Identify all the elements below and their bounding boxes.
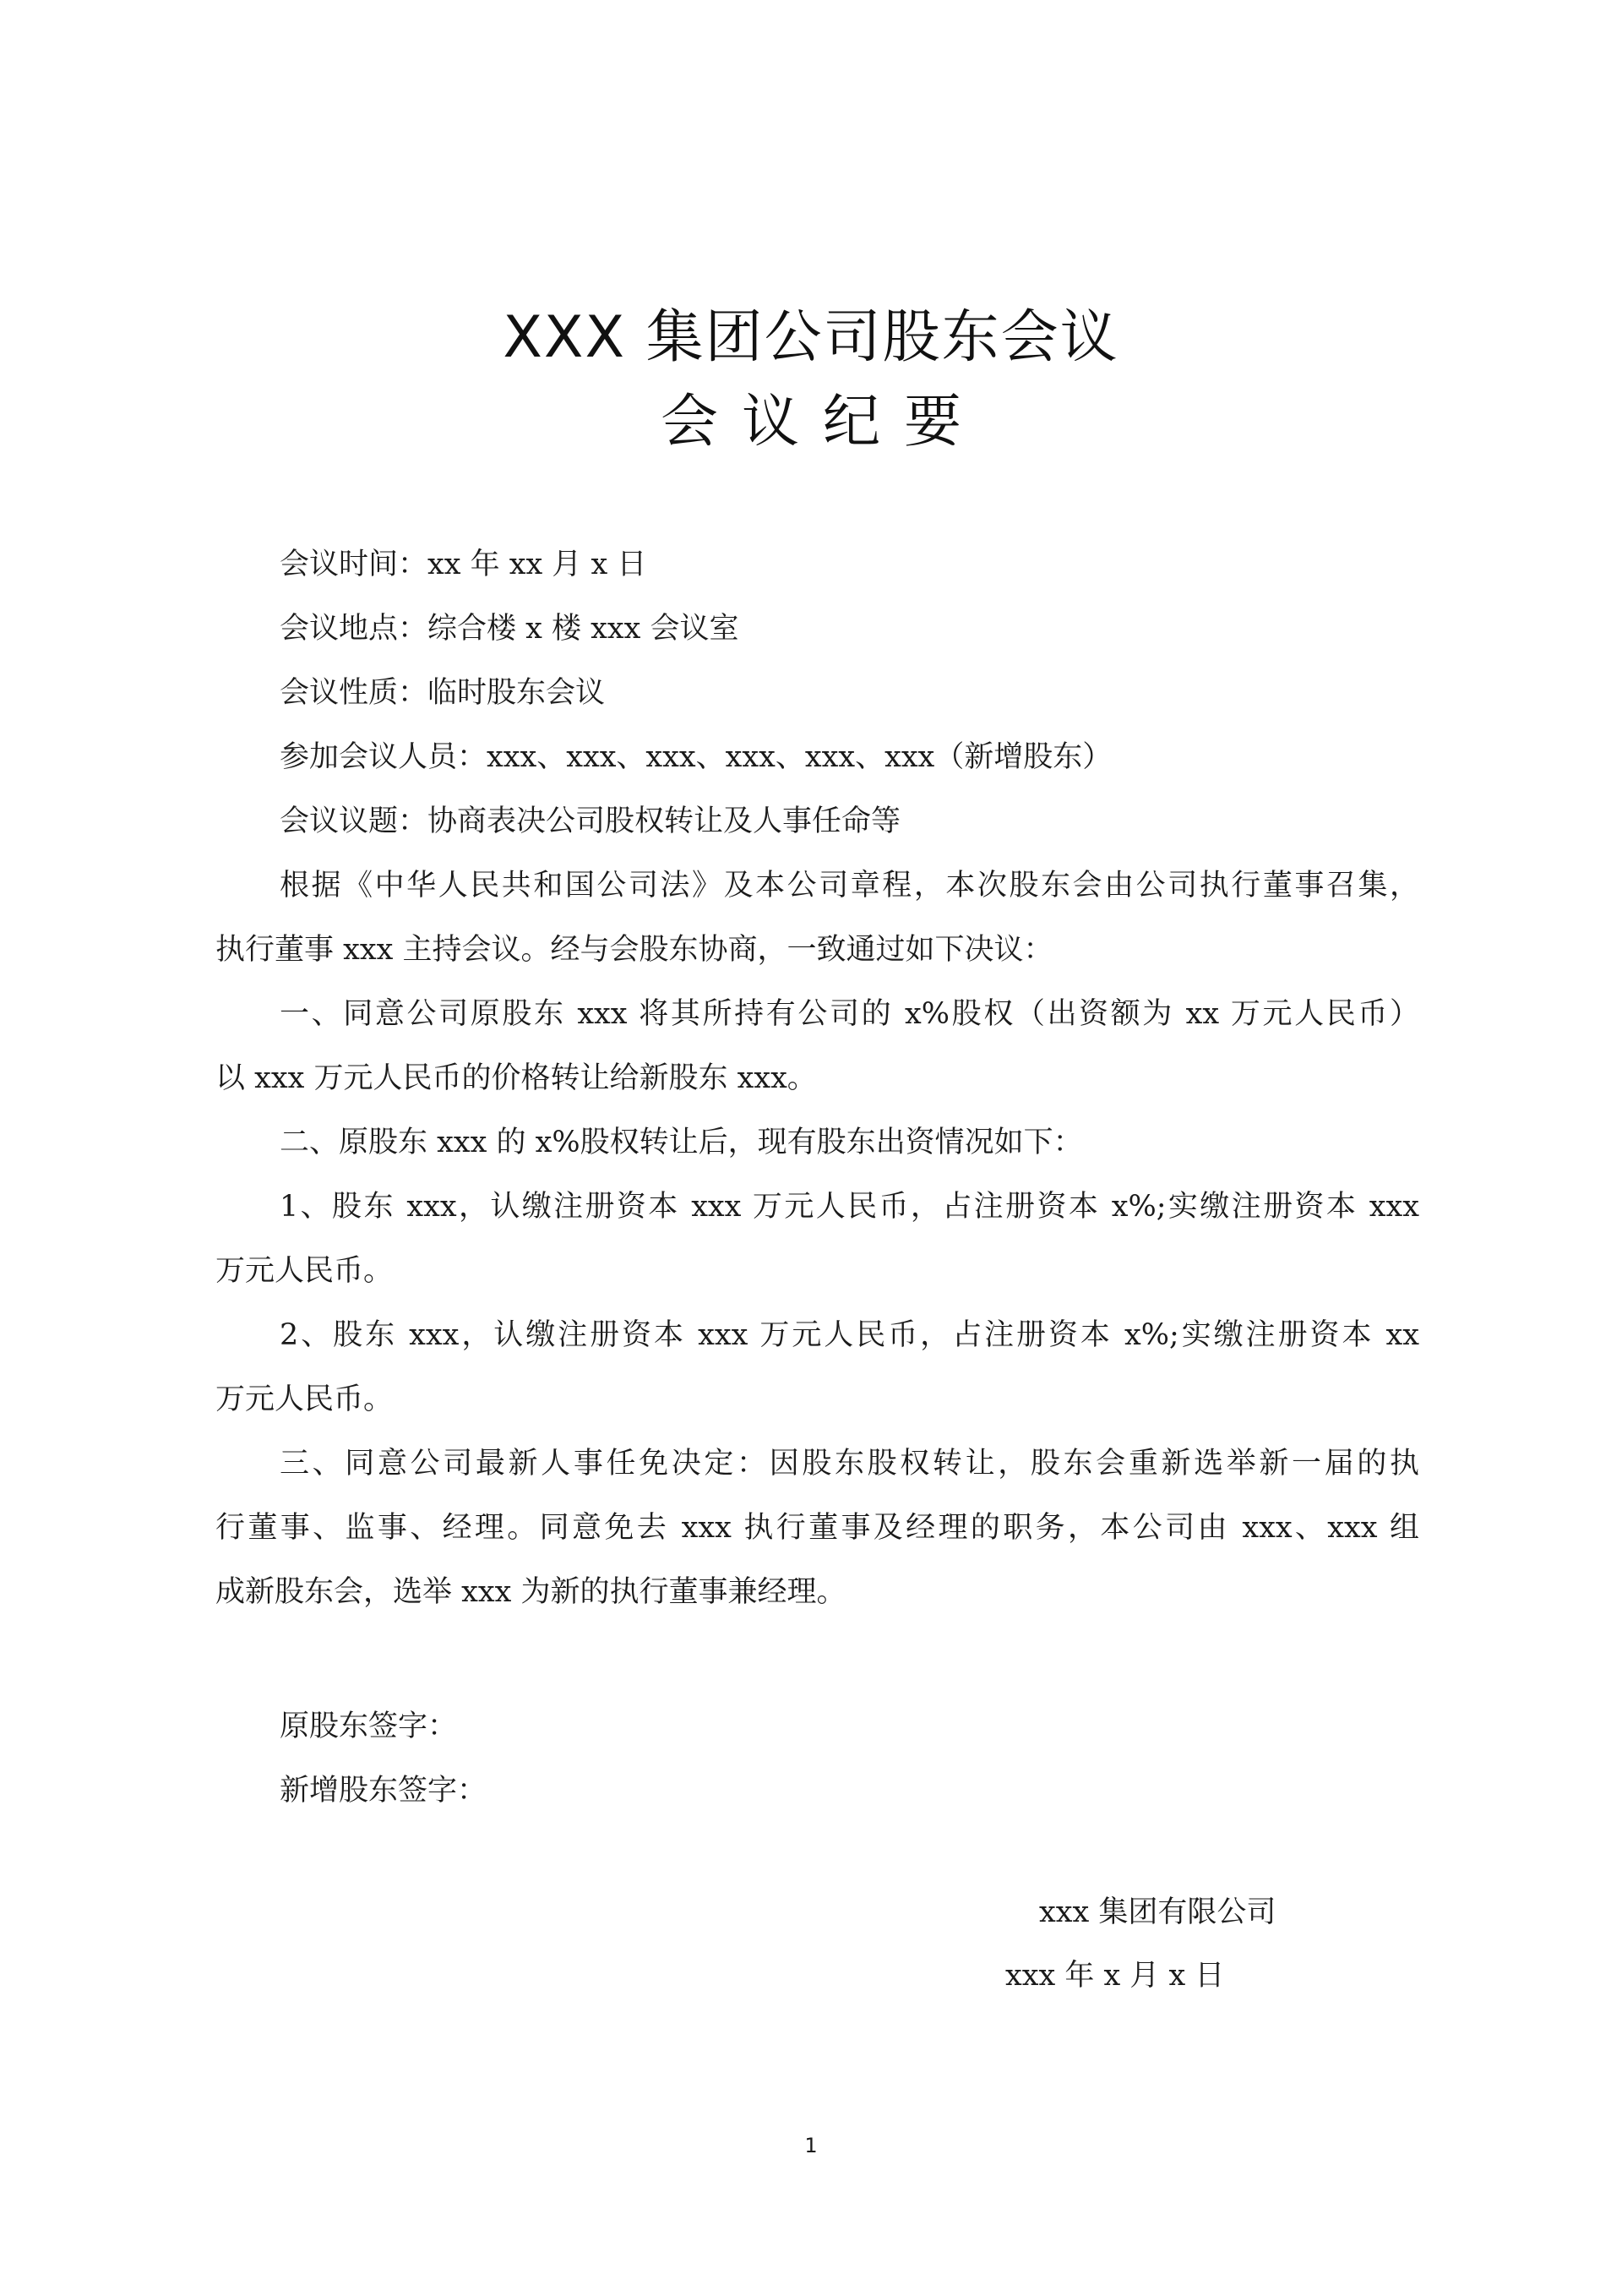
document-title: XXX 集团公司股东会议 bbox=[503, 304, 1119, 371]
meeting-agenda: 会议议题：协商表决公司股权转让及人事任命等 bbox=[280, 804, 901, 838]
shareholder-one-line: 万元人民币。 bbox=[215, 1254, 394, 1288]
intro-paragraph-line: 根据《中华人民共和国公司法》及本公司章程，本次股东会由公司执行董事召集， bbox=[280, 869, 1419, 903]
former-shareholder-signature: 原股东签字： bbox=[280, 1710, 458, 1743]
meeting-place: 会议地点：综合楼 x 楼 xxx 会议室 bbox=[280, 612, 739, 646]
meeting-nature: 会议性质：临时股东会议 bbox=[280, 676, 606, 710]
resolution-one-line: 一、同意公司原股东 xxx 将其所持有公司的 x%股权（出资额为 xx 万元人民币） bbox=[280, 997, 1419, 1031]
resolution-one-line: 以 xxx 万元人民币的价格转让给新股东 xxx。 bbox=[215, 1061, 817, 1095]
shareholder-two-line: 2、股东 xxx，认缴注册资本 xxx 万元人民币，占注册资本 x%;实缴注册资本 xx bbox=[280, 1318, 1419, 1352]
resolution-three-line: 行董事、监事、经理。同意免去 xxx 执行董事及经理的职务，本公司由 xxx、xxx 组 bbox=[215, 1511, 1419, 1545]
document-subtitle: 会议纪要 bbox=[660, 389, 985, 455]
intro-paragraph-line: 执行董事 xxx 主持会议。经与会股东协商，一致通过如下决议： bbox=[215, 933, 1053, 967]
resolution-three-line: 成新股东会，选举 xxx 为新的执行董事兼经理。 bbox=[215, 1575, 846, 1609]
meeting-attendees: 参加会议人员：xxx、xxx、xxx、xxx、xxx、xxx（新增股东） bbox=[280, 740, 1113, 774]
shareholder-two-line: 万元人民币。 bbox=[215, 1383, 394, 1416]
page-number: 1 bbox=[804, 2134, 818, 2157]
company-name: xxx 集团有限公司 bbox=[1039, 1895, 1276, 1929]
shareholder-one-line: 1、股东 xxx，认缴注册资本 xxx 万元人民币，占注册资本 x%;实缴注册资本 xxx bbox=[280, 1190, 1419, 1224]
meeting-time: 会议时间：xx 年 xx 月 x 日 bbox=[280, 548, 647, 581]
document-date: xxx 年 x 月 x 日 bbox=[1005, 1959, 1225, 1993]
resolution-two: 二、原股东 xxx 的 x%股权转让后，现有股东出资情况如下： bbox=[280, 1126, 1083, 1159]
resolution-three-line: 三、同意公司最新人事任免决定：因股东股权转让，股东会重新选举新一届的执 bbox=[280, 1447, 1419, 1481]
new-shareholder-signature: 新增股东签字： bbox=[280, 1774, 487, 1808]
